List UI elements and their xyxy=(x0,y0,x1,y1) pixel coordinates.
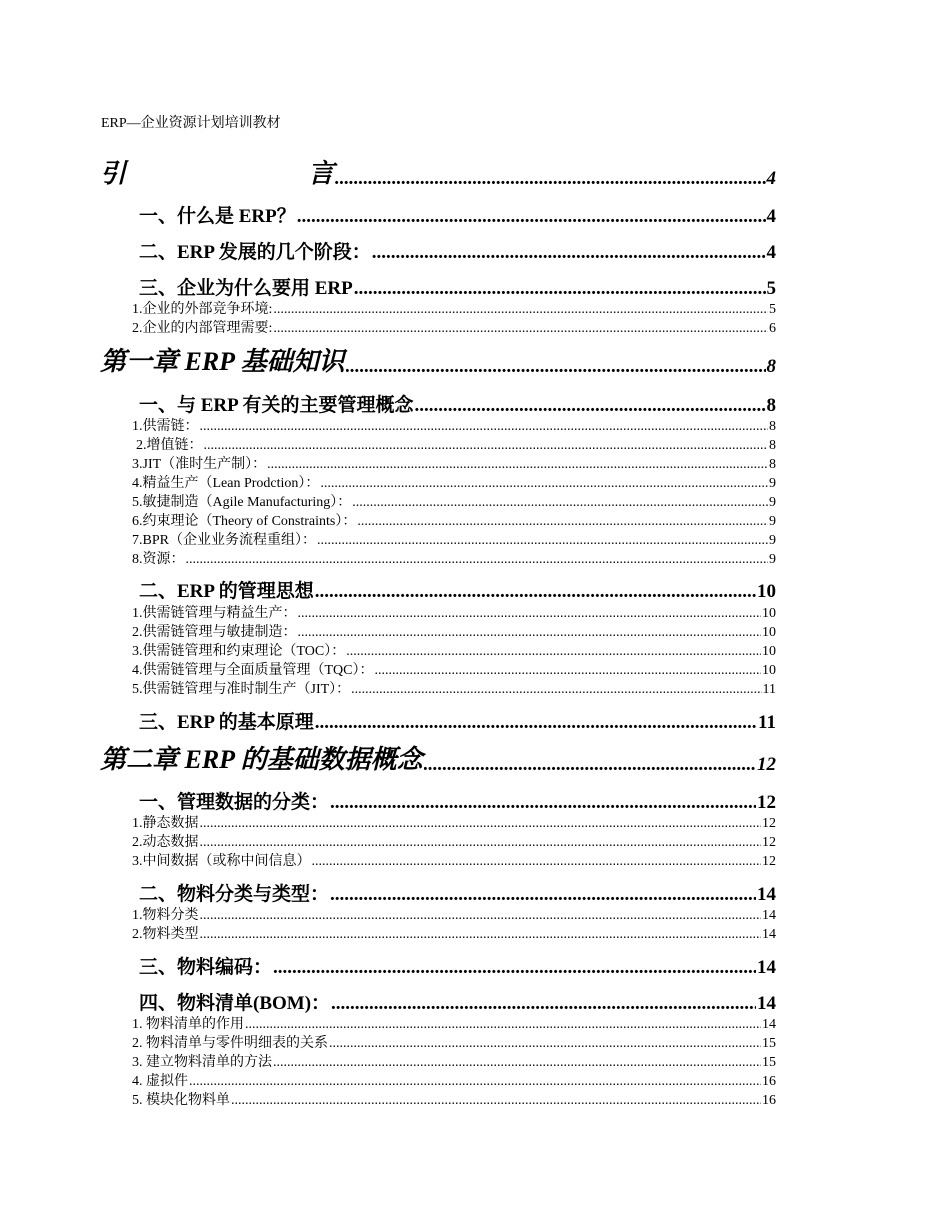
toc-entry[interactable] xyxy=(100,348,776,378)
toc-leader-dots xyxy=(200,419,769,435)
toc-entry-title: 4.供需链管理与全面质量管理（TQC）： xyxy=(132,663,374,678)
toc-entry[interactable] xyxy=(100,160,776,190)
toc-entry-title: 1.静态数据 xyxy=(132,816,199,831)
toc-page-number: 11 xyxy=(758,712,776,733)
toc-entry-title: 二、ERP 的管理思想 xyxy=(139,581,314,602)
toc-entry[interactable] xyxy=(132,833,776,851)
toc-entry[interactable] xyxy=(139,955,776,979)
toc-entry-title: 3.JIT（准时生产制）： xyxy=(132,457,267,472)
toc-entry-title: 3.供需链管理和约束理论（TOC）： xyxy=(132,644,346,659)
toc-entry-title: 一、什么是 ERP？ xyxy=(139,206,296,227)
toc-entry[interactable] xyxy=(132,319,776,337)
toc-leader-dots xyxy=(354,278,766,300)
toc-leader-dots xyxy=(352,495,768,511)
toc-entry[interactable] xyxy=(132,550,776,568)
toc-entry-title: 3. 建立物料清单的方法 xyxy=(132,1055,272,1070)
toc-entry-title: 2. 物料清单与零件明细表的关系 xyxy=(132,1036,328,1051)
toc-page-number: 16 xyxy=(762,1074,776,1089)
toc-entry[interactable] xyxy=(139,579,776,603)
toc-entry[interactable] xyxy=(132,1091,776,1109)
toc-page-number: 9 xyxy=(769,495,776,510)
toc-entry[interactable] xyxy=(139,882,776,906)
toc-page-number: 14 xyxy=(757,957,776,978)
toc-entry-title: 5. 模块化物料单 xyxy=(132,1093,230,1108)
toc-entry[interactable] xyxy=(132,493,776,511)
toc-page-number: 9 xyxy=(769,476,776,491)
toc-leader-dots xyxy=(186,552,769,568)
document-header: ERP—企业资源计划培训教材 xyxy=(101,116,281,131)
toc-leader-dots xyxy=(189,1074,761,1090)
toc-entry[interactable] xyxy=(139,393,776,417)
toc-page-number: 12 xyxy=(762,854,776,869)
toc-entry-title: 4.精益生产（Lean Prodction）： xyxy=(132,476,320,491)
toc-entry-title: 5.敏捷制造（Agile Manufacturing）： xyxy=(132,495,352,510)
toc-entry-title: 第一章 ERP 基础知识 xyxy=(100,347,345,376)
toc-page-number: 8 xyxy=(766,395,776,416)
toc-entry[interactable] xyxy=(132,680,776,698)
toc-entry[interactable] xyxy=(132,906,776,924)
toc-page-number: 5 xyxy=(769,302,776,317)
toc-entry-title: 2.物料类型 xyxy=(132,927,199,942)
toc-leader-dots xyxy=(200,927,762,943)
toc-page-number: 5 xyxy=(766,278,776,299)
toc-leader-dots xyxy=(346,356,766,378)
toc-leader-dots xyxy=(357,514,768,530)
toc-entry[interactable] xyxy=(132,1072,776,1090)
toc-entry[interactable] xyxy=(132,474,776,492)
toc-entry[interactable] xyxy=(139,240,776,264)
toc-entry-title: 2.供需链管理与敏捷制造： xyxy=(132,625,297,640)
toc-entry[interactable] xyxy=(132,455,776,473)
toc-entry[interactable] xyxy=(132,623,776,641)
toc-page-number: 8 xyxy=(769,419,776,434)
toc-leader-dots xyxy=(317,533,768,549)
toc-page-number: 9 xyxy=(769,514,776,529)
toc-page-number: 14 xyxy=(757,993,776,1014)
toc-leader-dots xyxy=(245,1017,761,1033)
toc-page-number: 10 xyxy=(762,625,776,640)
toc-page-number: 10 xyxy=(757,581,776,602)
toc-entry-title: 1.供需链： xyxy=(132,419,199,434)
toc-leader-dots xyxy=(273,957,756,979)
toc-entry[interactable] xyxy=(132,604,776,622)
toc-entry[interactable] xyxy=(132,642,776,660)
toc-page-number: 16 xyxy=(762,1093,776,1108)
toc-page-number: 10 xyxy=(762,644,776,659)
toc-page-number: 15 xyxy=(762,1036,776,1051)
toc-leader-dots xyxy=(331,993,756,1015)
toc-entry-title: 二、ERP 发展的几个阶段： xyxy=(139,242,371,263)
toc-entry-title: 4. 虚拟件 xyxy=(132,1074,188,1089)
toc-page-number: 12 xyxy=(762,816,776,831)
toc-page-number: 8 xyxy=(769,457,776,472)
toc-leader-dots xyxy=(335,168,765,190)
toc-entry[interactable] xyxy=(132,814,776,832)
toc-page-number: 10 xyxy=(762,606,776,621)
toc-leader-dots xyxy=(200,835,762,851)
toc-page-number: 12 xyxy=(762,835,776,850)
toc-leader-dots xyxy=(298,625,762,641)
toc-page-number: 8 xyxy=(769,438,776,453)
toc-leader-dots xyxy=(204,438,769,454)
toc-entry-title: 四、物料清单(BOM)： xyxy=(139,993,331,1014)
toc-entry[interactable] xyxy=(132,1015,776,1033)
toc-entry[interactable] xyxy=(132,852,776,870)
toc-page-number: 12 xyxy=(757,792,776,813)
toc-page-number: 10 xyxy=(762,663,776,678)
toc-leader-dots xyxy=(424,754,756,776)
toc-entry[interactable] xyxy=(136,436,776,454)
toc-page-number: 4 xyxy=(766,206,776,227)
toc-entry[interactable] xyxy=(139,204,776,228)
toc-leader-dots xyxy=(200,816,762,832)
toc-entry[interactable] xyxy=(139,991,776,1015)
toc-entry-title: 1.企业的外部竞争环境: xyxy=(132,302,273,317)
toc-leader-dots xyxy=(329,1036,761,1052)
toc-page-number: 4 xyxy=(766,242,776,263)
toc-leader-dots xyxy=(298,606,762,622)
toc-page-number: 11 xyxy=(762,682,776,697)
toc-page-number: 9 xyxy=(769,552,776,567)
toc-entry-title: 引 言 xyxy=(100,159,335,188)
toc-entry-title: 1.物料分类 xyxy=(132,908,199,923)
toc-page-number: 14 xyxy=(762,1017,776,1032)
toc-entry-title: 二、物料分类与类型： xyxy=(139,884,330,905)
toc-entry-title: 第二章 ERP 的基础数据概念 xyxy=(100,745,423,774)
toc-leader-dots xyxy=(330,884,756,906)
toc-leader-dots xyxy=(351,682,761,698)
toc-leader-dots xyxy=(330,792,756,814)
toc-leader-dots xyxy=(375,663,762,679)
toc-leader-dots xyxy=(315,581,756,603)
toc-entry-title: 2.增值链： xyxy=(136,438,203,453)
toc-entry-title: 7.BPR（企业业务流程重组）： xyxy=(132,533,316,548)
toc-entry-title: 8.资源： xyxy=(132,552,185,567)
toc-entry[interactable] xyxy=(132,1053,776,1071)
toc-page-number: 8 xyxy=(766,356,776,377)
toc-leader-dots xyxy=(312,854,762,870)
toc-entry-title: 3.中间数据（或称中间信息） xyxy=(132,854,311,869)
toc-page-number: 6 xyxy=(769,321,776,336)
toc-leader-dots xyxy=(320,476,768,492)
toc-leader-dots xyxy=(346,644,761,660)
toc-leader-dots xyxy=(273,321,768,337)
toc-leader-dots xyxy=(273,302,768,318)
toc-page-number: 4 xyxy=(766,168,776,189)
toc-entry-title: 1. 物料清单的作用 xyxy=(132,1017,244,1032)
toc-leader-dots xyxy=(273,1055,761,1071)
toc-entry[interactable] xyxy=(132,300,776,318)
toc-entry[interactable] xyxy=(132,512,776,530)
toc-page-number: 14 xyxy=(757,884,776,905)
toc-entry-title: 三、企业为什么要用 ERP xyxy=(139,278,353,299)
toc-page-number: 14 xyxy=(762,927,776,942)
toc-entry[interactable] xyxy=(132,925,776,943)
toc-entry[interactable] xyxy=(139,710,776,734)
toc-entry-title: 一、管理数据的分类： xyxy=(139,792,330,813)
toc-leader-dots xyxy=(297,206,766,228)
toc-leader-dots xyxy=(231,1093,761,1109)
toc-entry[interactable] xyxy=(139,790,776,814)
toc-entry-title: 三、物料编码： xyxy=(139,957,273,978)
toc-leader-dots xyxy=(267,457,768,473)
toc-entry-title: 三、ERP 的基本原理 xyxy=(139,712,314,733)
toc-entry-title: 2.企业的内部管理需要: xyxy=(132,321,273,336)
toc-leader-dots xyxy=(414,395,765,417)
toc-entry[interactable] xyxy=(139,276,776,300)
toc-entry[interactable] xyxy=(132,531,776,549)
toc-leader-dots xyxy=(200,908,762,924)
toc-leader-dots xyxy=(372,242,766,264)
toc-entry-title: 6.约束理论（Theory of Constraints）： xyxy=(132,514,357,529)
toc-entry-title: 1.供需链管理与精益生产： xyxy=(132,606,297,621)
toc-page-number: 12 xyxy=(757,754,776,775)
toc-entry[interactable] xyxy=(132,417,776,435)
toc-entry[interactable] xyxy=(100,746,776,776)
toc-entry-title: 5.供需链管理与准时制生产（JIT）： xyxy=(132,682,351,697)
toc-page-number: 15 xyxy=(762,1055,776,1070)
toc-entry-title: 一、与 ERP 有关的主要管理概念 xyxy=(139,395,414,416)
toc-leader-dots xyxy=(315,712,757,734)
toc-entry[interactable] xyxy=(132,661,776,679)
toc-entry-title: 2.动态数据 xyxy=(132,835,199,850)
toc-page-number: 14 xyxy=(762,908,776,923)
toc-entry[interactable] xyxy=(132,1034,776,1052)
toc-page-number: 9 xyxy=(769,533,776,548)
